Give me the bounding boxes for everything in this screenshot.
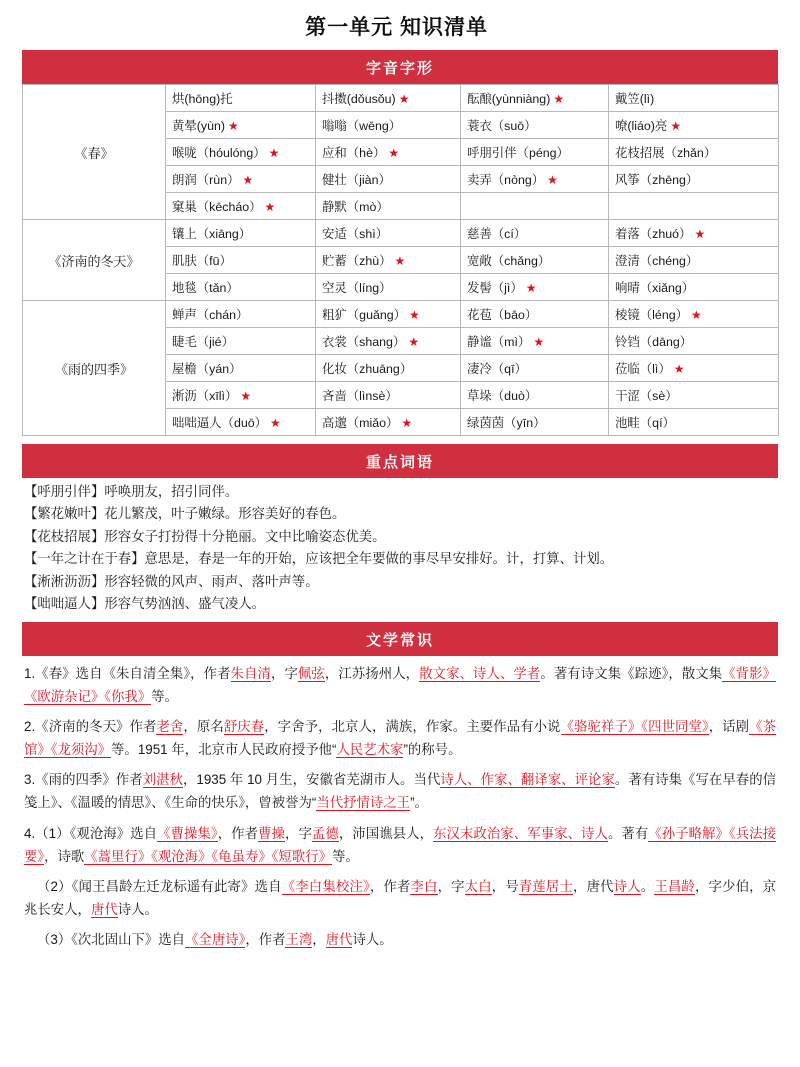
star-icon: ★ [525,281,537,295]
word-text: 安适（shì） [322,227,389,241]
star-icon: ★ [533,335,545,349]
literature-text: ，江苏扬州人， [324,666,420,682]
word-text: 卖弄（nòng） [467,173,545,187]
section-header-keywords: 重点词语 [22,444,778,478]
word-text: 静默（mò） [322,200,389,214]
word-cell [609,112,779,139]
word-text: 花苞（bāo） [467,308,538,322]
star-icon: ★ [398,92,410,106]
word-cell [461,85,609,112]
star-icon: ★ [547,173,558,187]
literature-text: 1.《春》选自《朱自清全集》，作者 [24,666,231,682]
word-text: 屋檐（yán） [172,362,242,376]
word-text: 呼朋引伴（péng） [467,146,569,160]
word-text: 朗润（rùn） [172,173,240,187]
literature-highlight: 《全唐诗》 [185,931,246,947]
keyword-line: 【淅淅沥沥】形容轻微的风声、雨声、落叶声等。 [24,573,319,589]
word-cell [461,112,609,139]
word-text: 贮蓄（zhù） [322,254,392,268]
star-icon: ★ [242,173,254,187]
literature-highlight: 太白 [464,878,492,894]
word-cell [609,85,779,112]
literature-text: ”。 [410,795,428,811]
word-text: 绿茵茵（yīn） [467,416,546,430]
literature-highlight: 东汉末政治家、军事家、诗人 [433,825,608,841]
lesson-title-cell: 《春》 [23,85,166,220]
word-cell [609,274,779,301]
word-cell [316,328,461,355]
literature-text: ，诗歌 [44,848,85,864]
literature-text: ，字舍予，北京人，满族，作家。主要作品有小说 [264,719,561,735]
keyword-line: 【花枝招展】形容女子打扮得十分艳丽。文中比喻姿态优美。 [24,528,386,544]
word-cell [461,409,609,436]
word-text: 棱镜（léng） [615,308,688,322]
literature-item [24,662,776,708]
word-cell [166,220,316,247]
word-text: 喉咙（hóulóng） [172,146,266,160]
section-header-pronunciation: 字音字形 [22,50,778,84]
literature-highlight: 朱自清 [230,666,271,682]
keyword-line: 【呼朋引伴】呼唤朋友，招引同伴。 [24,484,239,499]
word-cell [166,193,316,220]
word-cell [461,301,609,328]
word-text: 淅沥（xīlì） [172,389,238,403]
word-text: 粗犷（guǎng） [322,308,407,322]
star-icon: ★ [401,416,413,430]
word-cell [166,328,316,355]
literature-highlight: 王昌龄 [654,878,695,894]
literature-text: 等。 [151,689,178,705]
word-cell [461,220,609,247]
word-text: 戴笠(lì) [615,92,655,106]
star-icon: ★ [673,362,685,376]
literature-highlight: 诗人、作家、翻译家、评论家 [440,772,615,788]
word-text: 凄冷（qī） [467,362,527,376]
lesson-title-cell: 《雨的四季》 [23,301,166,436]
literature-highlight: 曹操 [258,825,285,841]
word-text: 嘹(liáo)亮 [615,119,668,133]
literature-highlight: 青莲居士 [518,878,574,894]
literature-highlight: 唐代 [325,931,353,947]
literature-highlight: 《曹操集》 [157,825,218,841]
word-text: 镶上（xiāng） [172,227,252,241]
word-cell [316,85,461,112]
literature-text: ， [312,931,326,947]
literature-text: ，作者 [245,931,286,947]
word-text: 窠巢（kēcháo） [172,200,262,214]
word-text: 肌肤（fū） [172,254,232,268]
word-cell [609,328,779,355]
star-icon: ★ [268,146,280,160]
word-text: 高邈（miǎo） [322,416,399,430]
word-cell [166,355,316,382]
literature-text: ，话剧 [708,719,750,735]
word-text: 咄咄逼人（duō） [172,416,268,430]
literature-text: ，唐代 [573,878,614,894]
word-cell [461,139,609,166]
literature-text: ”的称号。 [403,742,462,758]
literature-highlight: 刘湛秋 [142,772,183,788]
word-cell [316,193,461,220]
word-text: 嗡嗡（wēng） [322,119,402,133]
word-cell [316,139,461,166]
literature-text: ，字 [437,878,465,894]
star-icon: ★ [394,254,406,268]
literature-text: 4.（1）《观沧海》选自 [24,825,158,841]
word-text: 莅临（lì） [615,362,671,376]
word-cell [461,382,609,409]
word-text: 干涩（sè） [615,389,678,403]
word-cell [166,274,316,301]
word-text: 烘(hōng)托 [172,92,233,106]
word-cell [166,166,316,193]
star-icon: ★ [270,416,281,430]
literature-highlight: 孟德 [311,825,339,841]
word-cell [609,355,779,382]
word-cell [609,166,779,193]
literature-highlight: 人民艺术家 [336,742,404,758]
star-icon: ★ [553,92,565,106]
word-cell [461,328,609,355]
word-cell [166,301,316,328]
word-text: 地毯（tǎn） [172,281,239,295]
star-icon: ★ [691,308,702,322]
word-text: 衣裳（shang） [322,335,406,349]
word-text: 铃铛（dāng） [615,335,693,349]
literature-text: ，沛国谯县人， [338,825,434,841]
word-cell [609,301,779,328]
literature-text: 。 [640,878,655,894]
lesson-title-cell: 《济南的冬天》 [23,220,166,301]
word-cell [461,166,609,193]
word-text: 发髻（jì） [467,281,523,295]
literature-item [24,822,776,868]
literature-highlight: 舒庆春 [223,719,265,735]
literature-text: ，字 [270,666,298,682]
word-text: 草垛（duò） [467,389,538,403]
word-text: 池畦（qí） [615,416,675,430]
word-cell [316,355,461,382]
word-text: 健壮（jiàn） [322,173,391,187]
word-cell [166,382,316,409]
word-cell [166,139,316,166]
literature-highlight: 《蒿里行》《观沧海》《龟虽寿》《短歌行》 [84,848,332,864]
literature-highlight: 《背影》《欧游杂记》《你我》 [24,666,777,705]
keywords-list [22,478,778,617]
word-cell [316,220,461,247]
literature-text: ，作者 [217,825,259,841]
star-icon: ★ [408,335,420,349]
pronunciation-table [22,84,779,436]
word-cell [609,247,779,274]
literature-text: 等。1951 年，北京市人民政府授予他“ [111,742,337,758]
page-title-text: 第一单元 知识清单 [305,16,488,39]
page-title [22,0,778,50]
literature-highlight: 《骆驼祥子》《四世同堂》 [560,719,709,735]
literature-text: 3.《雨的四季》作者 [24,772,143,788]
word-text: 响晴（xiǎng） [615,281,695,295]
literature-highlight: 唐代 [90,901,118,917]
literature-text: 诗人。 [117,901,158,917]
word-text: 黄晕(yùn) [172,119,226,133]
star-icon: ★ [694,227,706,241]
table-row [23,301,779,328]
literature-list [22,656,778,951]
literature-highlight: 散文家、诗人、学者 [419,666,541,682]
literature-highlight: 《孙子略解》《兵法接要》 [24,825,777,864]
literature-highlight: 佩弦 [297,666,325,682]
literature-item [24,715,776,761]
word-text: 蓑衣（suō） [467,119,537,133]
literature-highlight: 诗人 [613,878,641,894]
literature-text: 诗人。 [352,931,393,947]
word-cell [316,382,461,409]
word-text: 蝉声（chán） [172,308,249,322]
word-cell [316,301,461,328]
word-text: 慈善（cí） [467,227,527,241]
word-text: 吝啬（lìnsè） [322,389,398,403]
literature-highlight: 《李白集校注》 [281,878,370,894]
literature-text: ，原名 [183,719,224,735]
literature-item [24,768,776,814]
star-icon: ★ [240,389,252,403]
literature-item [24,928,776,951]
word-cell [166,112,316,139]
word-cell [609,220,779,247]
word-cell [316,247,461,274]
word-cell [609,409,779,436]
word-text: 澄清（chéng） [615,254,699,268]
literature-text: ，作者 [369,878,411,894]
word-text: 着落（zhuó） [615,227,692,241]
word-text: 睫毛（jié） [172,335,234,349]
word-text: 抖擞(dǒusǒu) [322,92,396,106]
word-text: 酝酿(yùnniàng) [467,92,551,106]
keyword-line: 【咄咄逼人】形容气势汹汹、盛气凌人。 [24,595,266,611]
word-cell [461,355,609,382]
word-cell [316,274,461,301]
word-cell [609,139,779,166]
word-text: 化妆（zhuāng） [322,362,413,376]
keyword-line: 【一年之计在于春】意思是，春是一年的开始，应该把全年要做的事尽早安排好。计，打算、计划。 [24,551,614,567]
star-icon: ★ [264,200,276,214]
word-text: 空灵（líng） [322,281,392,295]
literature-text: ，号 [491,878,519,894]
section-header-literature: 文学常识 [22,622,778,656]
word-text: 静谧（mì） [467,335,531,349]
literature-text: ，字 [285,825,312,841]
literature-text: ，字少伯，京兆长安人， [24,878,777,917]
table-row [23,85,779,112]
word-cell [316,409,461,436]
word-cell [461,193,609,220]
literature-text: 2.《济南的冬天》作者 [24,719,157,735]
literature-text: 。著有诗文集《踪迹》，散文集 [540,666,723,682]
table-row [23,220,779,247]
word-text: 风筝（zhēng） [615,173,699,187]
word-cell [166,409,316,436]
word-text: 应和（hè） [322,146,386,160]
literature-highlight: 李白 [410,878,438,894]
spacer [22,436,778,444]
word-cell [461,274,609,301]
literature-item [24,875,776,921]
literature-highlight: 《茶馆》《龙须沟》 [24,719,777,758]
literature-text: 。著有诗集《写在早春的信笺上》、《温暖的情思》、《生命的快乐》，曾被誉为“ [24,772,777,811]
word-cell [316,112,461,139]
literature-highlight: 老舍 [156,719,184,735]
word-cell [166,247,316,274]
star-icon: ★ [409,308,420,322]
literature-highlight: 当代抒情诗之王 [316,795,411,811]
word-text: 宽敞（chǎng） [467,254,551,268]
literature-text: （2）《闻王昌龄左迁龙标遥有此寄》选自 [37,878,282,894]
word-cell [316,166,461,193]
literature-text: （3）《次北固山下》选自 [37,931,186,947]
star-icon: ★ [388,146,400,160]
star-icon: ★ [228,119,239,133]
word-cell [609,382,779,409]
word-cell [461,247,609,274]
literature-highlight: 王湾 [285,931,313,947]
word-cell [166,85,316,112]
literature-text: ，1935 年 10 月生，安徽省芜湖市人。当代 [182,772,441,788]
word-cell [609,193,779,220]
keyword-line: 【繁花嫩叶】花儿繁茂，叶子嫩绿。形容美好的春色。 [24,506,346,522]
star-icon: ★ [670,119,682,133]
literature-text: 等。 [331,848,359,864]
literature-text: 。著有 [607,825,649,841]
word-text: 花枝招展（zhǎn） [615,146,717,160]
